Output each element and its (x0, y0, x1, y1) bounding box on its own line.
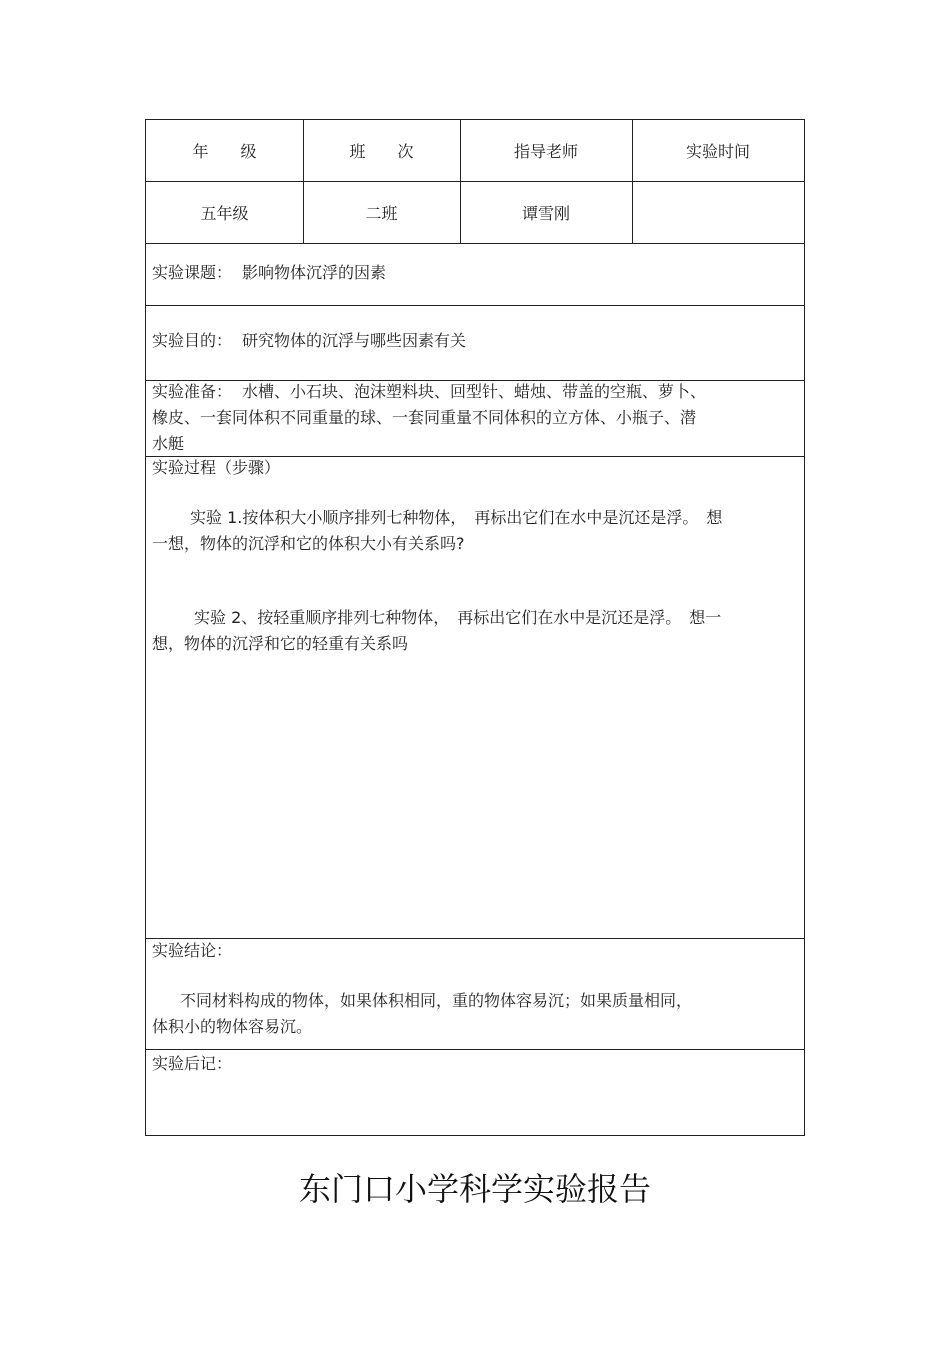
experiment-1-line-2: 一想，物体的沉浮和它的体积大小有关系吗? (152, 534, 465, 553)
report-title: 东门口小学科学实验报告 (298, 1170, 651, 1208)
conclusion-line-2: 体积小的物体容易沉。 (152, 1017, 313, 1036)
report-table (145, 119, 805, 1136)
conclusion-text (152, 988, 802, 1040)
time-header: 实验时间 (685, 142, 750, 161)
purpose-value: 研究物体的沉浮与哪些因素有关 (242, 331, 467, 350)
materials-line-2: 橡皮、一套同体积不同重量的球、一套同重量不同体积的立方体、小瓶子、潜 (152, 408, 697, 427)
experiment-1 (152, 505, 802, 557)
materials-line-3: 水艇 (152, 434, 185, 453)
time-value (632, 182, 804, 243)
conclusion-line-1: 不同材料构成的物体，如果体积相同，重的物体容易沉；如果质量相同， (180, 991, 693, 1010)
teacher-header: 指导老师 (513, 142, 578, 161)
teacher-value: 谭雪刚 (521, 204, 570, 223)
materials-line-1: 水槽、小石块、泡沫塑料块、回型针、蜡烛、带盖的空瓶、萝卜、 (242, 382, 707, 401)
class-header: 班 次 (349, 142, 414, 161)
grade-header: 年 级 (192, 142, 257, 161)
purpose-label: 实验目的： (152, 331, 233, 350)
materials-label: 实验准备： (152, 382, 233, 401)
experiment-2 (152, 605, 802, 657)
experiment-2-line-1: 实验 2、按轻重顺序排列七种物体， 再标出它们在水中是沉还是浮。 想一 (194, 608, 722, 627)
row-divider (146, 305, 804, 306)
grade-value: 五年级 (200, 204, 249, 223)
process-label: 实验过程（步骤） (152, 458, 281, 477)
class-value: 二班 (365, 204, 398, 223)
topic-label: 实验课题： (152, 263, 233, 282)
topic-row (152, 260, 386, 286)
row-divider (146, 243, 804, 244)
row-divider (146, 938, 804, 939)
materials-section (152, 379, 798, 457)
experiment-1-line-1: 实验 1.按体积大小顺序排列七种物体， 再标出它们在水中是沉还是浮。 想 (190, 508, 723, 527)
topic-value: 影响物体沉浮的因素 (242, 263, 387, 282)
purpose-row (152, 328, 466, 354)
experiment-2-line-2: 想，物体的沉浮和它的轻重有关系吗 (152, 634, 409, 653)
conclusion-label: 实验结论： (152, 941, 233, 960)
notes-label: 实验后记： (152, 1054, 233, 1073)
row-divider (146, 1049, 804, 1050)
